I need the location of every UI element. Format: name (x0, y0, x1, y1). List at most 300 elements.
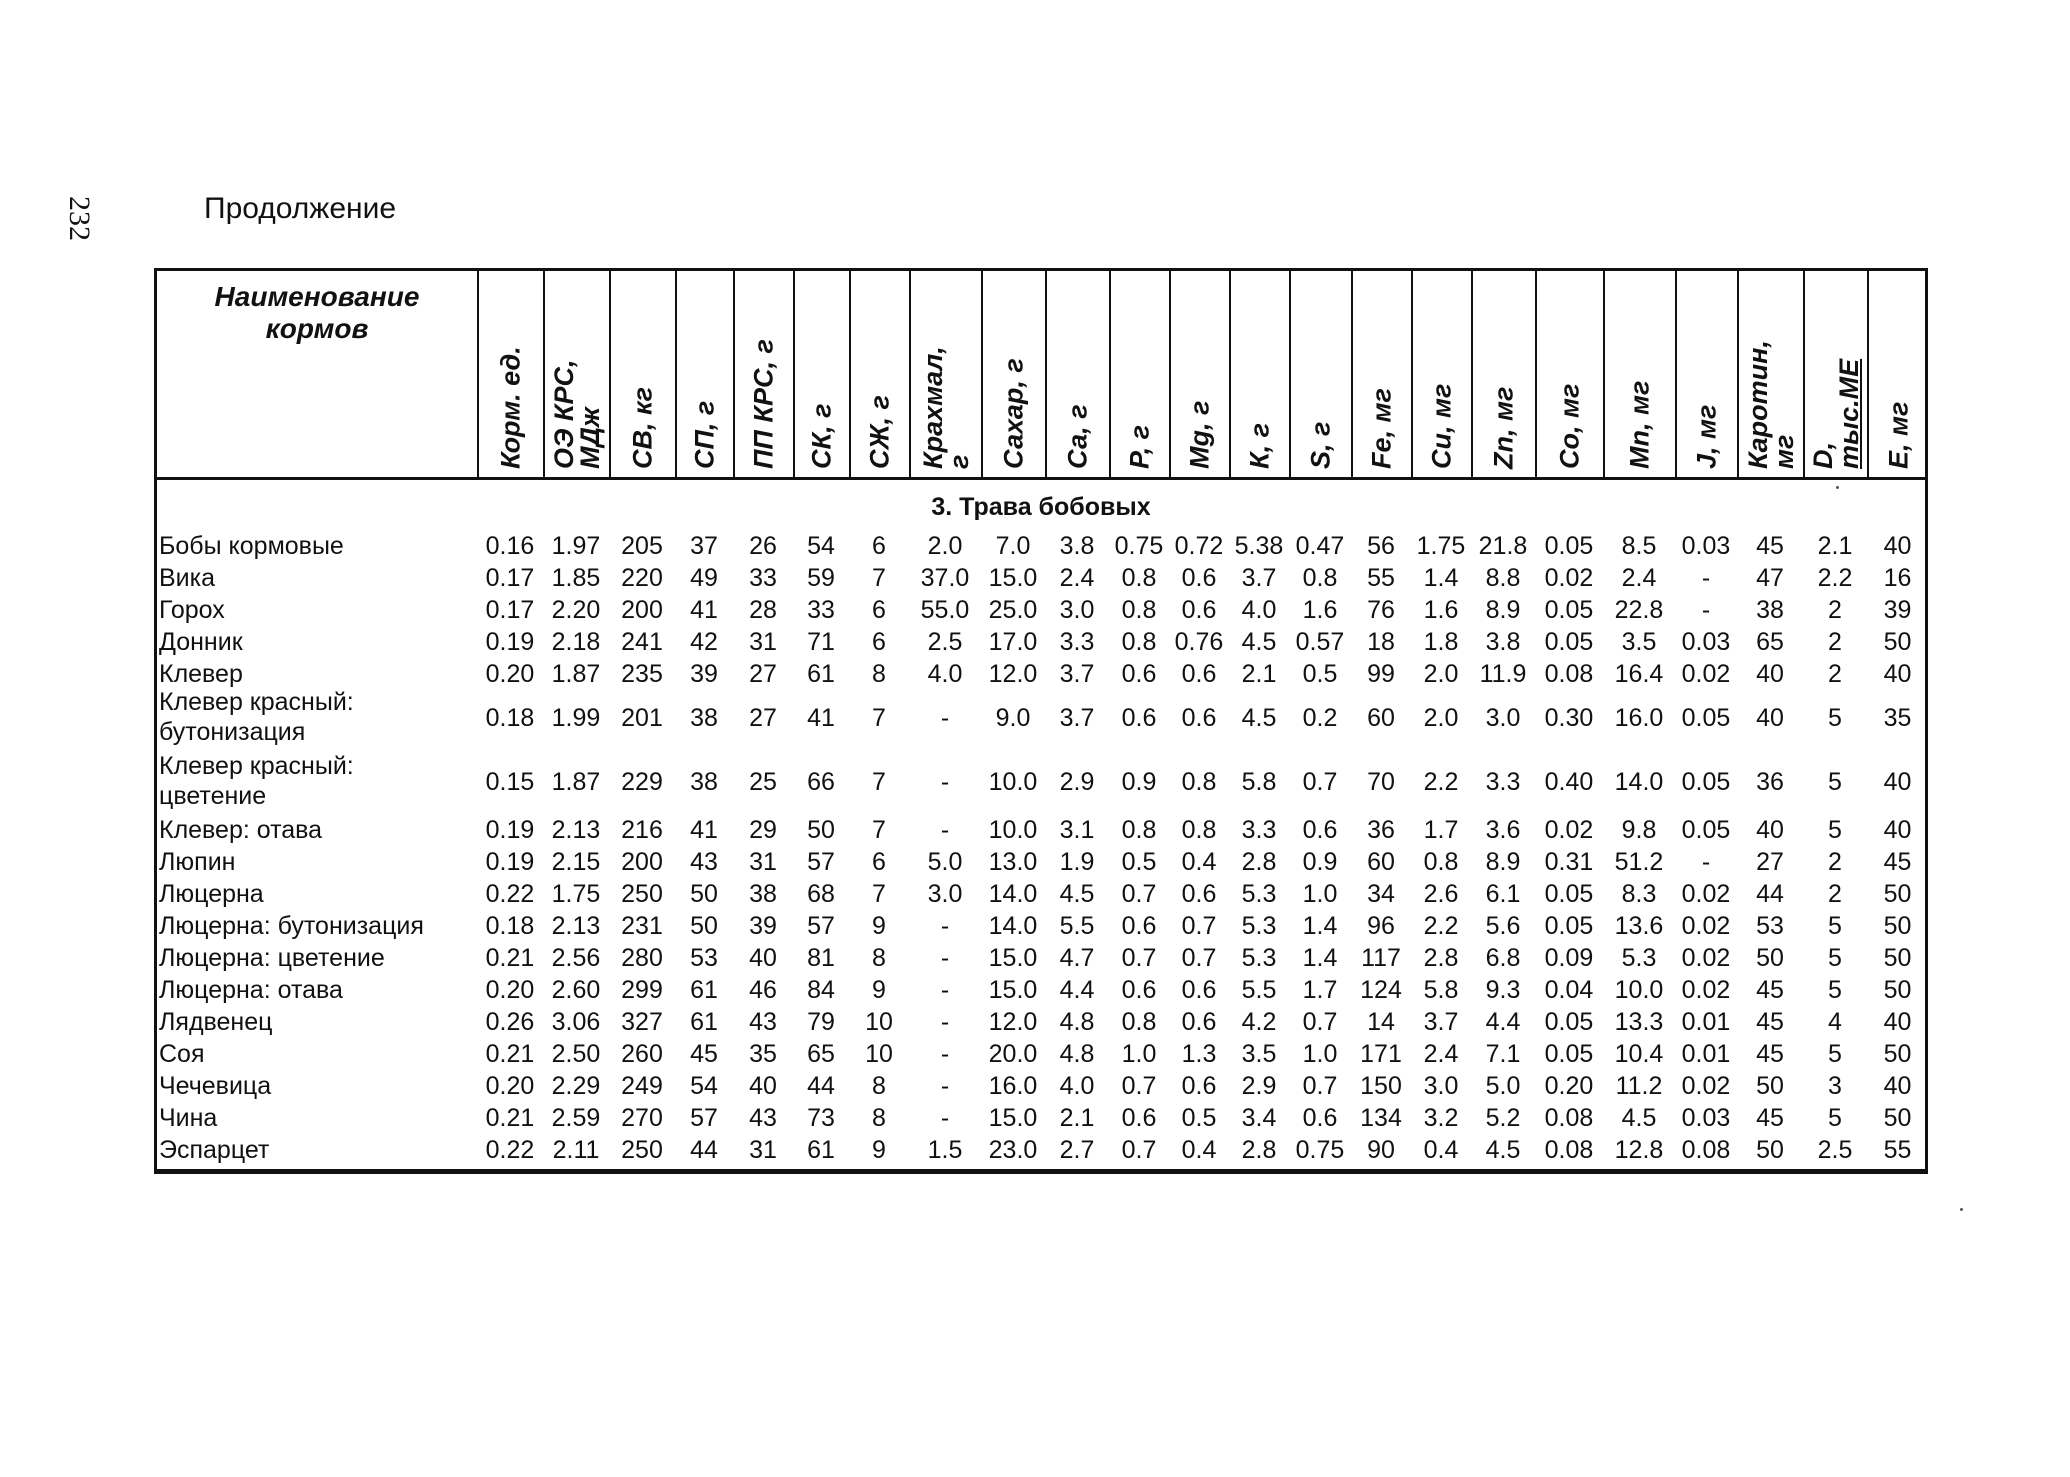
value-cell: 0.16 (485, 532, 535, 560)
value-cell: 0.17 (485, 596, 535, 624)
header-column-label (866, 395, 895, 469)
value-cell: 37 (690, 532, 718, 560)
value-cell: 201 (621, 704, 663, 732)
value-cell: 5 (1828, 1104, 1842, 1132)
value-cell: 0.8 (1181, 816, 1217, 844)
page-heading: Продолжение (204, 192, 397, 225)
value-cell: 0.05 (1681, 816, 1731, 844)
value-cell: 45 (1756, 1008, 1784, 1036)
value-cell: 4.0 (1241, 596, 1277, 624)
header-column (793, 271, 849, 477)
value-cell: 10.0 (1614, 976, 1664, 1004)
feed-name (159, 531, 344, 561)
value-cell: 50 (1883, 912, 1912, 940)
value-cell: 250 (621, 880, 663, 908)
header-column (1169, 271, 1229, 477)
value-cell: 0.08 (1681, 1136, 1731, 1164)
value-cell: - (940, 976, 950, 1004)
feed-name-line: Люпин (159, 848, 236, 876)
value-cell: 2.5 (1817, 1136, 1853, 1164)
value-cell: 1.3 (1181, 1040, 1217, 1068)
value-cell: 3.5 (1621, 628, 1657, 656)
value-cell: 71 (807, 628, 835, 656)
value-cell: 6.1 (1485, 880, 1521, 908)
value-cell: 41 (690, 816, 718, 844)
value-cell: 1.87 (551, 768, 601, 796)
value-cell: 2.1 (1817, 532, 1853, 560)
value-cell: 1.97 (551, 532, 601, 560)
value-cell: 9 (872, 1136, 886, 1164)
value-cell: 28 (749, 596, 777, 624)
header-label-line: Mg, г (1184, 400, 1215, 469)
value-cell: 5.3 (1621, 944, 1657, 972)
value-cell: 3.0 (1423, 1072, 1459, 1100)
value-cell: 15.0 (988, 976, 1038, 1004)
value-cell: 0.8 (1121, 816, 1157, 844)
value-cell: 42 (690, 628, 718, 656)
value-cell: 5 (1828, 976, 1842, 1004)
value-cell: 0.4 (1181, 1136, 1217, 1164)
value-cell: 0.9 (1302, 848, 1338, 876)
value-cell: 0.7 (1121, 944, 1157, 972)
value-cell: 0.03 (1681, 1104, 1731, 1132)
feed-name-line: Горох (159, 596, 225, 624)
value-cell: 41 (690, 596, 718, 624)
value-cell: 0.08 (1544, 1136, 1594, 1164)
value-cell: 8.8 (1485, 564, 1521, 592)
value-cell: 1.4 (1423, 564, 1459, 592)
value-cell: 200 (621, 848, 663, 876)
value-cell: 35 (749, 1040, 777, 1068)
value-cell: 0.05 (1681, 704, 1731, 732)
header-label-line: г (944, 454, 974, 469)
value-cell: 4.5 (1485, 1136, 1521, 1164)
value-cell: 8 (872, 1072, 886, 1100)
value-cell: 1.7 (1423, 816, 1459, 844)
value-cell: 21.8 (1478, 532, 1528, 560)
value-cell: 1.85 (551, 564, 601, 592)
value-cell: 117 (1361, 944, 1401, 972)
value-cell: 55 (1367, 564, 1395, 592)
page-number: 232 (63, 196, 96, 241)
value-cell: 6 (872, 596, 886, 624)
value-cell: 0.20 (485, 660, 535, 688)
value-cell: 216 (621, 816, 663, 844)
value-cell: 231 (621, 912, 663, 940)
value-cell: 200 (621, 596, 663, 624)
value-cell: 3.8 (1485, 628, 1521, 656)
value-cell: 3.8 (1059, 532, 1095, 560)
value-cell: 39 (690, 660, 718, 688)
value-cell: 5.3 (1241, 880, 1277, 908)
value-cell: 3.3 (1485, 768, 1521, 796)
value-cell: 5.3 (1241, 944, 1277, 972)
value-cell: 0.05 (1544, 1008, 1594, 1036)
value-cell: 16.0 (1614, 704, 1664, 732)
value-cell: - (940, 1072, 950, 1100)
header-column-label (551, 359, 603, 469)
value-cell: 40 (749, 944, 777, 972)
value-cell: 45 (1756, 976, 1784, 1004)
value-cell: 31 (749, 1136, 777, 1164)
value-cell: 56 (1367, 532, 1395, 560)
value-cell: 50 (1883, 880, 1912, 908)
header-label-line: S, г (1305, 421, 1336, 469)
value-cell: 16.0 (988, 1072, 1038, 1100)
table-row (157, 975, 1925, 1007)
value-cell: 250 (621, 1136, 663, 1164)
header-label-line: Корм. ед. (495, 346, 526, 469)
value-cell: 2.2 (1817, 564, 1853, 592)
value-cell: - (940, 704, 950, 732)
value-cell: 0.18 (485, 912, 535, 940)
value-cell: 0.7 (1121, 880, 1157, 908)
value-cell: 0.6 (1181, 1008, 1217, 1036)
header-label-line: Со, мг (1554, 383, 1585, 469)
value-cell: 55 (1883, 1136, 1912, 1164)
value-cell: 0.8 (1121, 596, 1157, 624)
value-cell: 38 (749, 880, 777, 908)
feed-name-line: Люцерна: бутонизация (159, 912, 424, 940)
header-label-line: Са, г (1062, 404, 1093, 469)
value-cell: 0.6 (1181, 596, 1217, 624)
value-cell: 50 (807, 816, 835, 844)
value-cell: 2.4 (1621, 564, 1657, 592)
value-cell: 38 (1756, 596, 1784, 624)
value-cell: 0.5 (1181, 1104, 1217, 1132)
value-cell: 0.6 (1181, 704, 1217, 732)
value-cell: 4.5 (1241, 628, 1277, 656)
value-cell: 61 (690, 976, 718, 1004)
header-column (1603, 271, 1675, 477)
value-cell: 9.8 (1621, 816, 1657, 844)
header-label-line: СП, г (689, 400, 720, 469)
value-cell: 2 (1828, 628, 1842, 656)
value-cell: 0.19 (485, 848, 535, 876)
table-row (157, 1039, 1925, 1071)
header-label-line: МДж (575, 407, 605, 469)
value-cell: 0.05 (1544, 1040, 1594, 1068)
value-cell: 0.20 (1544, 1072, 1594, 1100)
value-cell: 50 (1756, 1136, 1784, 1164)
value-cell: 1.0 (1121, 1040, 1157, 1068)
value-cell: 59 (807, 564, 835, 592)
header-column (1675, 271, 1737, 477)
value-cell: - (1701, 564, 1711, 592)
value-cell: 134 (1360, 1104, 1402, 1132)
value-cell: 2 (1828, 660, 1842, 688)
value-cell: 68 (807, 880, 835, 908)
value-cell: 1.6 (1302, 596, 1338, 624)
header-column (1109, 271, 1169, 477)
value-cell: 0.17 (485, 564, 535, 592)
value-cell: 2.2 (1423, 768, 1459, 796)
feed-name (159, 751, 354, 811)
value-cell: 43 (749, 1104, 777, 1132)
value-cell: 45 (1883, 848, 1912, 876)
value-cell: 124 (1360, 976, 1402, 1004)
value-cell: 57 (807, 848, 835, 876)
table-row (157, 595, 1925, 627)
header-column (1803, 271, 1867, 477)
header-column-label (1884, 402, 1913, 469)
value-cell: 4.0 (1059, 1072, 1095, 1100)
value-cell: 8.5 (1621, 532, 1657, 560)
value-cell: 0.6 (1121, 660, 1157, 688)
header-column (981, 271, 1045, 477)
header-column (909, 271, 981, 477)
value-cell: 0.05 (1544, 532, 1594, 560)
value-cell: 3.3 (1241, 816, 1277, 844)
value-cell: 2.8 (1241, 848, 1277, 876)
value-cell: 73 (807, 1104, 835, 1132)
value-cell: 3.3 (1059, 628, 1095, 656)
value-cell: 0.20 (485, 976, 535, 1004)
value-cell: 37.0 (920, 564, 970, 592)
value-cell: 5.3 (1241, 912, 1277, 940)
value-cell: 5.38 (1234, 532, 1284, 560)
feed-name-line: Чечевица (159, 1072, 272, 1100)
value-cell: 0.6 (1181, 976, 1217, 1004)
value-cell: 1.75 (551, 880, 601, 908)
header-column (1867, 271, 1928, 477)
section-title: 3. Трава бобовых (931, 493, 1151, 521)
feed-name (159, 975, 343, 1005)
value-cell: 0.8 (1302, 564, 1338, 592)
value-cell: 46 (749, 976, 777, 1004)
value-cell: 43 (749, 1008, 777, 1036)
value-cell: 27 (749, 704, 777, 732)
value-cell: 12.0 (988, 1008, 1038, 1036)
feed-name (159, 1135, 269, 1165)
value-cell: 23.0 (988, 1136, 1038, 1164)
header-label-line: мг (1769, 434, 1799, 469)
feed-name-line: Вика (159, 564, 216, 592)
feed-name-line: Клевер красный: (159, 752, 354, 780)
header-column-label (1246, 423, 1275, 469)
value-cell: 12.0 (988, 660, 1038, 688)
value-cell: 53 (690, 944, 718, 972)
value-cell: 0.8 (1423, 848, 1459, 876)
header-label-line: J, мг (1691, 404, 1722, 469)
value-cell: 33 (807, 596, 835, 624)
header-column-label (1490, 387, 1519, 469)
value-cell: 3.4 (1241, 1104, 1277, 1132)
value-cell: 2.8 (1423, 944, 1459, 972)
feed-name (159, 847, 235, 877)
header-label-line: СК, г (806, 403, 837, 469)
value-cell: 2.13 (551, 912, 601, 940)
table-row (157, 531, 1925, 563)
value-cell: 96 (1367, 912, 1395, 940)
value-cell: 2.15 (551, 848, 601, 876)
value-cell: 3.0 (927, 880, 963, 908)
value-cell: - (940, 816, 950, 844)
value-cell: 7.1 (1485, 1040, 1521, 1068)
value-cell: 50 (1883, 1104, 1912, 1132)
header-column-label (1368, 388, 1397, 469)
header-name-line: Наименование (214, 281, 420, 312)
header-column-label (1810, 359, 1862, 469)
value-cell: 29 (749, 816, 777, 844)
value-cell: 16 (1883, 564, 1912, 592)
value-cell: 0.19 (485, 628, 535, 656)
value-cell: 27 (1756, 848, 1784, 876)
value-cell: 0.02 (1681, 912, 1731, 940)
value-cell: 0.6 (1181, 1072, 1217, 1100)
header-label-line: Крахмал, (918, 346, 948, 469)
value-cell: 4.8 (1059, 1008, 1095, 1036)
value-cell: 79 (807, 1008, 835, 1036)
table-row (157, 659, 1925, 689)
value-cell: 0.02 (1681, 660, 1731, 688)
value-cell: 5.5 (1059, 912, 1095, 940)
header-column-label (1000, 358, 1029, 469)
value-cell: 2.0 (927, 532, 963, 560)
value-cell: 5.5 (1241, 976, 1277, 1004)
value-cell: 5.8 (1241, 768, 1277, 796)
value-cell: 2.20 (551, 596, 601, 624)
header-column-label (1693, 405, 1722, 469)
value-cell: 0.6 (1181, 880, 1217, 908)
value-cell: 235 (621, 660, 663, 688)
value-cell: 2.8 (1241, 1136, 1277, 1164)
value-cell: 39 (1883, 596, 1912, 624)
feed-name-line: цветение (159, 782, 267, 810)
value-cell: 3.7 (1059, 660, 1095, 688)
value-cell: 10.0 (988, 816, 1038, 844)
value-cell: 44 (1756, 880, 1784, 908)
value-cell: 40 (1756, 660, 1784, 688)
value-cell: 38 (690, 768, 718, 796)
value-cell: 0.05 (1544, 880, 1594, 908)
value-cell: 0.6 (1302, 1104, 1338, 1132)
feed-name-line: Люцерна: отава (159, 976, 343, 1004)
value-cell: 0.02 (1681, 944, 1731, 972)
feed-name (159, 1071, 271, 1101)
value-cell: 2.50 (551, 1040, 601, 1068)
value-cell: 50 (1883, 628, 1912, 656)
value-cell: 25.0 (988, 596, 1038, 624)
value-cell: 0.21 (485, 1104, 535, 1132)
value-cell: 2.4 (1059, 564, 1095, 592)
value-cell: 150 (1360, 1072, 1402, 1100)
value-cell: 54 (807, 532, 835, 560)
value-cell: 0.6 (1181, 564, 1217, 592)
value-cell: 9 (872, 976, 886, 1004)
feed-name-line: Люцерна: цветение (159, 944, 385, 972)
value-cell: 36 (1756, 768, 1784, 796)
value-cell: 5 (1828, 816, 1842, 844)
value-cell: 0.02 (1544, 816, 1594, 844)
value-cell: 8 (872, 660, 886, 688)
value-cell: 4.5 (1621, 1104, 1657, 1132)
header-label-line: Сахар, г (998, 358, 1029, 469)
value-cell: 0.7 (1181, 912, 1217, 940)
value-cell: 2.6 (1423, 880, 1459, 908)
header-label-line: СЖ, г (864, 395, 895, 469)
last-row-rule (157, 1169, 1925, 1171)
value-cell: - (940, 944, 950, 972)
value-cell: 16.4 (1614, 660, 1664, 688)
value-cell: 40 (1883, 816, 1912, 844)
value-cell: 5 (1828, 768, 1842, 796)
value-cell: 41 (807, 704, 835, 732)
header-label-line: СВ, кг (627, 386, 658, 469)
value-cell: - (940, 1104, 950, 1132)
table-row (157, 563, 1925, 595)
value-cell: 17.0 (988, 628, 1038, 656)
value-cell: 0.20 (485, 1072, 535, 1100)
value-cell: 15.0 (988, 1104, 1038, 1132)
header-label-line: Mn, мг (1624, 380, 1655, 469)
value-cell: 4.7 (1059, 944, 1095, 972)
value-cell: 55.0 (920, 596, 970, 624)
value-cell: - (940, 1040, 950, 1068)
feed-name-line: Чина (159, 1104, 218, 1132)
header-column-label (1428, 384, 1457, 469)
value-cell: 2.1 (1059, 1104, 1095, 1132)
header-label-line: Е, мг (1883, 401, 1913, 469)
value-cell: 4 (1828, 1008, 1842, 1036)
header-column-label (1745, 340, 1797, 469)
value-cell: 39 (749, 912, 777, 940)
value-cell: 0.09 (1544, 944, 1594, 972)
value-cell: 0.26 (485, 1008, 535, 1036)
value-cell: 270 (621, 1104, 663, 1132)
table-row (157, 815, 1925, 847)
value-cell: 0.6 (1121, 976, 1157, 1004)
value-cell: 0.22 (485, 1136, 535, 1164)
value-cell: 50 (1883, 1040, 1912, 1068)
value-cell: 229 (621, 768, 663, 796)
value-cell: 0.08 (1544, 1104, 1594, 1132)
value-cell: 84 (807, 976, 835, 1004)
value-cell: 65 (807, 1040, 835, 1068)
value-cell: 40 (1883, 768, 1912, 796)
value-cell: 3.06 (551, 1008, 601, 1036)
value-cell: 299 (621, 976, 663, 1004)
header-column (1535, 271, 1603, 477)
header-label-line: Zn, мг (1488, 386, 1519, 469)
value-cell: 10.4 (1614, 1040, 1664, 1068)
value-cell: 0.57 (1295, 628, 1345, 656)
header-label-line: Fe, мг (1366, 388, 1397, 469)
value-cell: 20.0 (988, 1040, 1038, 1068)
value-cell: 35 (1883, 704, 1912, 732)
value-cell: 0.02 (1544, 564, 1594, 592)
header-column (1411, 271, 1471, 477)
value-cell: 26 (749, 532, 777, 560)
stray-mark (1836, 486, 1839, 489)
value-cell: 0.72 (1174, 532, 1224, 560)
value-cell: - (1701, 596, 1711, 624)
header-column (675, 271, 733, 477)
table-row (157, 689, 1925, 753)
value-cell: 3 (1828, 1072, 1842, 1100)
value-cell: 14 (1367, 1008, 1395, 1036)
table-row (157, 1071, 1925, 1103)
value-cell: 61 (807, 660, 835, 688)
value-cell: 1.5 (927, 1136, 963, 1164)
value-cell: 9 (872, 912, 886, 940)
feed-name (159, 595, 225, 625)
value-cell: 3.7 (1241, 564, 1277, 592)
value-cell: 4.5 (1059, 880, 1095, 908)
value-cell: 0.02 (1681, 1072, 1731, 1100)
value-cell: 7 (872, 564, 886, 592)
value-cell: - (940, 912, 950, 940)
